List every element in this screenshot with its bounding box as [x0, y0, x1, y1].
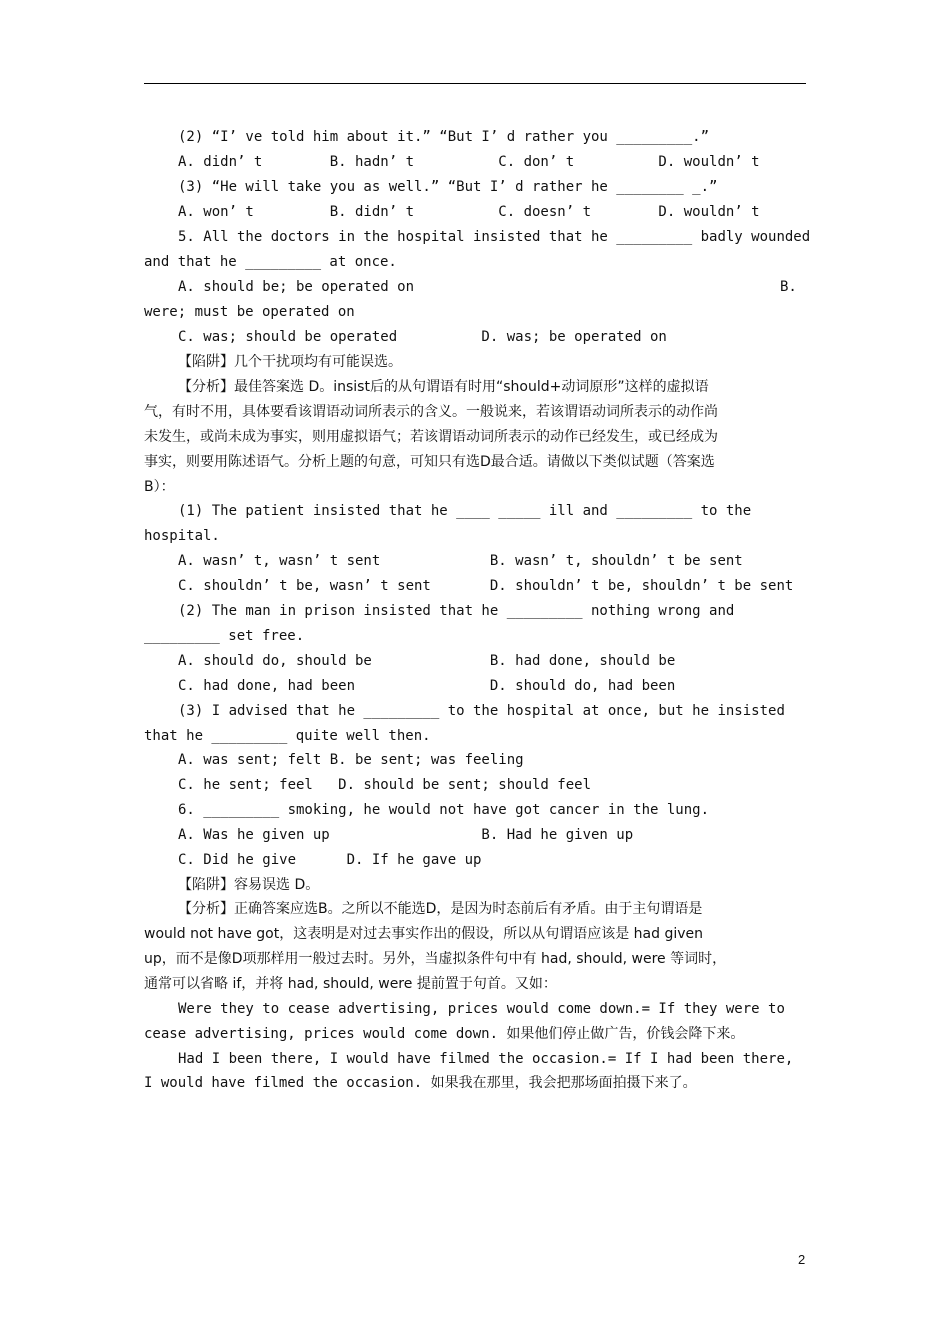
text-line: C. was; should be operated D. was; be operated on: [178, 329, 667, 345]
text-line: cease advertising, prices would come down. 如果他们停止做广告，价钱会降下来。: [144, 1026, 745, 1042]
text-line: A. won’ t B. didn’ t C. doesn’ t D. wouldn’ t: [178, 204, 760, 220]
text-line: (3) “He will take you as well.” “But I’ d rather he ________ _.”: [178, 179, 718, 195]
text-line: 6. _________ smoking, he would not have got cancer in the lung.: [178, 802, 710, 818]
text-line: 未发生，或尚未成为事实，则用虚拟语气；若该谓语动词所表示的动作已经发生，或已经成为: [144, 429, 718, 445]
text-line: B）：: [144, 479, 175, 495]
text-line: _________ set free.: [144, 628, 305, 644]
text-line: A. should do, should be B. had done, should be: [178, 653, 676, 669]
text-line: C. had done, had been D. should do, had been: [178, 678, 676, 694]
text-line: (2) The man in prison insisted that he _________ nothing wrong and: [178, 603, 735, 619]
text-line: 【陷阱】几个干扰项均有可能误选。: [178, 354, 402, 370]
text-line: were; must be operated on: [144, 304, 355, 320]
text-line: (1) The patient insisted that he ____ _____ ill and _________ to the: [178, 503, 752, 519]
text-line: hospital.: [144, 528, 220, 544]
text-line: A. should be; be operated on: [178, 279, 415, 295]
text-line: would not have got，这表明是对过去事实作出的假设，所以从句谓语应该是 had given: [144, 926, 704, 942]
text-line: Were they to cease advertising, prices would come down.= If they were to: [178, 1001, 785, 1017]
text-line: B.: [780, 279, 797, 295]
text-line: and that he _________ at once.: [144, 254, 397, 270]
text-line: I would have filmed the occasion. 如果我在那里，我会把那场面拍摄下来了。: [144, 1075, 697, 1091]
text-line: (2) “I’ ve told him about it.” “But I’ d rather you _________.”: [178, 129, 710, 145]
text-line: 【陷阱】容易误选 D。: [178, 877, 320, 893]
text-line: A. was sent; felt B. be sent; was feeling: [178, 752, 524, 768]
text-line: C. shouldn’ t be, wasn’ t sent D. shouldn’ t be, shouldn’ t be sent: [178, 578, 794, 594]
text-line: A. didn’ t B. hadn’ t C. don’ t D. wouldn’ t: [178, 154, 760, 170]
text-line: 【分析】最佳答案选 D。insist后的从句谓语有时用“should+动词原形”这样的虚拟语: [178, 379, 709, 395]
text-line: C. Did he give D. If he gave up: [178, 852, 482, 868]
text-line: 气，有时不用，具体要看该谓语动词所表示的含义。一般说来，若该谓语动词所表示的动作尚: [144, 404, 718, 420]
text-line: A. Was he given up B. Had he given up: [178, 827, 634, 843]
text-line: A. wasn’ t, wasn’ t sent B. wasn’ t, shouldn’ t be sent: [178, 553, 743, 569]
text-line: C. he sent; feel D. should be sent; should feel: [178, 777, 592, 793]
text-line: 事实，则要用陈述语气。分析上题的句意，可知只有选D最合适。请做以下类似试题（答案选: [144, 454, 715, 470]
text-line: up，而不是像D项那样用一般过去时。另外，当虚拟条件句中有 had, should, were 等词时，: [144, 951, 727, 967]
text-line: that he _________ quite well then.: [144, 728, 431, 744]
text-line: (3) I advised that he _________ to the hospital at once, but he insisted: [178, 703, 785, 719]
page-number: 2: [798, 1252, 806, 1267]
header-rule: [144, 83, 806, 84]
text-line: 5. All the doctors in the hospital insisted that he _________ badly wounded: [178, 229, 811, 245]
text-line: 【分析】正确答案应选B。之所以不能选D，是因为时态前后有矛盾。由于主句谓语是: [178, 901, 703, 917]
text-line: 通常可以省略 if，并将 had, should, were 提前置于句首。又如：: [144, 976, 557, 992]
text-line: Had I been there, I would have filmed the occasion.= If I had been there,: [178, 1051, 794, 1067]
